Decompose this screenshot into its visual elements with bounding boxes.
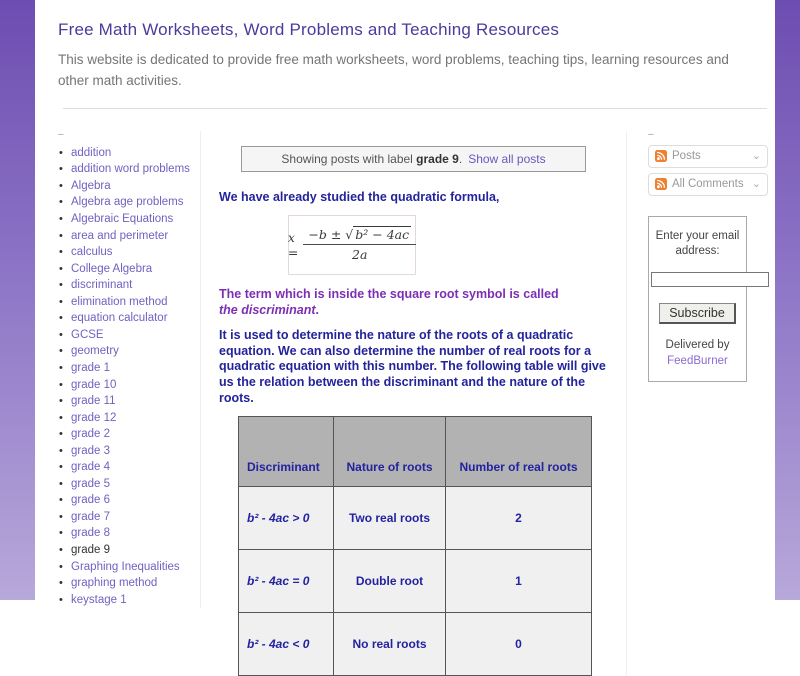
cell-count-two: 2 <box>446 486 592 549</box>
sidebar-item-grade-8[interactable]: • grade 8 <box>58 525 200 542</box>
sidebar-item-grade-2[interactable]: • grade 2 <box>58 426 200 443</box>
show-all-posts-link[interactable]: Show all posts <box>468 151 546 166</box>
radicand: b² − 4ac <box>355 227 410 243</box>
table-row <box>239 612 592 675</box>
formula-denominator: 2a <box>352 247 368 263</box>
sidebar-item-grade-11[interactable]: • grade 11 <box>58 393 200 410</box>
email-subscription-widget <box>648 216 747 382</box>
header-nature-of-roots: Nature of roots <box>334 416 446 486</box>
quadratic-formula-image <box>288 215 416 275</box>
right-purple-band <box>775 0 800 600</box>
comments-feed-dropdown[interactable] <box>648 173 768 196</box>
delivered-by-text: Delivered by <box>665 338 730 351</box>
sidebar-item-algebra[interactable]: • Algebra <box>58 178 200 195</box>
table-row <box>239 549 592 612</box>
sidebar-item-equation-calculator[interactable]: • equation calculator <box>58 310 200 327</box>
formula-numerator: −b ± √ b² − 4ac <box>303 227 416 245</box>
left-purple-band <box>0 0 35 600</box>
sidebar-item-grade-5[interactable]: • grade 5 <box>58 476 200 493</box>
label-filter-status-bar <box>241 146 586 172</box>
sidebar-item-algebra-age-problems[interactable]: • Algebra age problems <box>58 194 200 211</box>
site-title: Free Math Worksheets, Word Problems and Teaching Resources <box>58 20 560 39</box>
email-input[interactable] <box>651 272 769 287</box>
sidebar-item-grade-6[interactable]: • grade 6 <box>58 492 200 509</box>
sidebar-item-grade-1[interactable]: • grade 1 <box>58 360 200 377</box>
formula-lhs: x = <box>287 229 299 260</box>
content-columns <box>35 128 775 676</box>
sidebar-item-grade-12[interactable]: • grade 12 <box>58 410 200 427</box>
status-separator: . <box>458 151 463 166</box>
chevron-down-icon: ⌄ <box>751 178 761 191</box>
formula-fraction <box>303 227 416 262</box>
sidebar-item-elimination-method[interactable]: • elimination method <box>58 294 200 311</box>
sidebar-item-addition[interactable]: • addition <box>58 145 200 162</box>
post-body-text: It is used to determine the nature of the roots of a quadratic equation. We can also determine the number of real roots for a quadratic equation with this number. The following table will give us the relation between the discriminant and the nature of the roots. <box>219 327 606 405</box>
chevron-down-icon: ⌄ <box>751 150 761 163</box>
cell-count-zero: 0 <box>446 612 592 675</box>
radical-sign: √ <box>345 227 354 243</box>
cell-discriminant-positive: b² - 4ac > 0 <box>239 486 334 549</box>
sidebar-item-graphing-inequalities[interactable]: • Graphing Inequalities <box>58 559 200 576</box>
sidebar-item-grade-3[interactable]: • grade 3 <box>58 443 200 460</box>
sidebar-item-area-and-perimeter[interactable]: • area and perimeter <box>58 228 200 245</box>
feeds-gadget-dash: – <box>648 128 654 140</box>
sidebar-item-keystage-1[interactable]: • keystage 1 <box>58 592 200 609</box>
sidebar-item-grade-4[interactable]: • grade 4 <box>58 459 200 476</box>
cell-discriminant-zero: b² - 4ac = 0 <box>239 549 334 612</box>
sidebar-item-addition-word-problems[interactable]: • addition word problems <box>58 161 200 178</box>
status-label: grade 9 <box>416 151 459 166</box>
feedburner-link[interactable]: FeedBurner <box>667 354 728 367</box>
rss-feed-icon <box>655 150 667 162</box>
header-divider <box>63 108 767 109</box>
discriminant-term: the discriminant <box>219 303 316 318</box>
table-row <box>239 486 592 549</box>
posts-feed-label: Posts <box>672 150 701 163</box>
sidebar-item-discriminant[interactable]: • discriminant <box>58 277 200 294</box>
site-subtitle: This website is dedicated to provide free math worksheets, word problems, teaching tips, learning resources and other math activities. <box>58 52 729 88</box>
header-discriminant: Discriminant <box>239 416 334 486</box>
comments-feed-label: All Comments <box>672 178 744 191</box>
status-prefix: Showing posts with label <box>281 151 417 166</box>
rss-feed-icon <box>655 178 667 190</box>
email-prompt: Enter your email address: <box>655 229 740 258</box>
sidebar-item-grade-10[interactable]: • grade 10 <box>58 377 200 394</box>
page-content <box>35 0 775 651</box>
sidebar-item-gcse[interactable]: • GCSE <box>58 327 200 344</box>
cell-nature-two-real: Two real roots <box>334 486 446 549</box>
subscribe-button[interactable]: Subscribe <box>659 303 736 324</box>
radical <box>345 226 411 242</box>
sidebar-item-algebraic-equations[interactable]: • Algebraic Equations <box>58 211 200 228</box>
sidebar-item-college-algebra[interactable]: • College Algebra <box>58 261 200 278</box>
discriminant-roots-table <box>238 416 592 676</box>
post-intro-text: We have already studied the quadratic formula, <box>219 189 500 204</box>
cell-discriminant-negative: b² - 4ac < 0 <box>239 612 334 675</box>
discriminant-note: The term which is inside the square root symbol is called the discriminant. <box>219 286 559 318</box>
site-header <box>35 0 775 109</box>
labels-list <box>58 145 200 608</box>
cell-count-one: 1 <box>446 549 592 612</box>
posts-feed-dropdown[interactable] <box>648 145 768 168</box>
sidebar-item-geometry[interactable]: • geometry <box>58 343 200 360</box>
sidebar-item-calculus[interactable]: • calculus <box>58 244 200 261</box>
table-header-row <box>239 416 592 486</box>
sidebar-item-grade-9-current: • grade 9 <box>58 542 200 559</box>
subscribe-sidebar <box>627 128 775 382</box>
labels-sidebar <box>35 128 201 608</box>
labels-gadget-dash: – <box>58 128 64 140</box>
sidebar-item-graphing-method[interactable]: • graphing method <box>58 575 200 592</box>
sidebar-item-grade-7[interactable]: • grade 7 <box>58 509 200 526</box>
header-number-of-real-roots: Number of real roots <box>446 416 592 486</box>
main-content <box>201 131 627 676</box>
cell-nature-double: Double root <box>334 549 446 612</box>
cell-nature-none: No real roots <box>334 612 446 675</box>
